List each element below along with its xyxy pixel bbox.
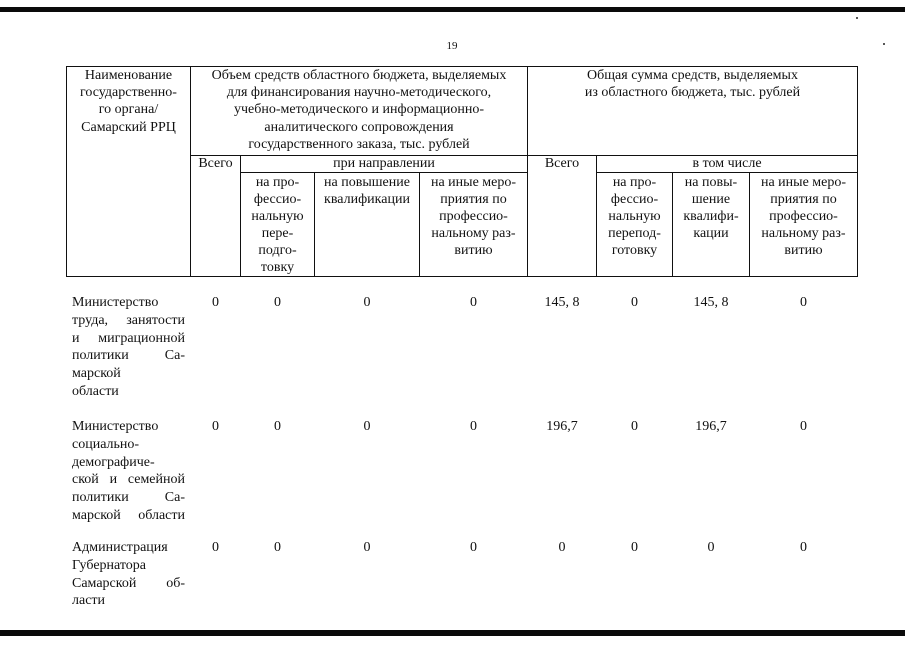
row-value-budget-retraining: 0 — [274, 295, 281, 310]
row-value-sum-retraining: 0 — [631, 295, 638, 310]
header-line: на иные меро- — [760, 175, 847, 190]
header-line: квалификации — [324, 192, 410, 207]
header-line: государственно- — [80, 85, 177, 101]
organ-name-line: труда, занятости — [72, 312, 185, 328]
header-line: подго- — [258, 243, 297, 258]
header-line: нальному раз- — [431, 226, 516, 241]
row-value-sum-qualification: 196,7 — [695, 419, 727, 434]
organ-name-line: Губернатора — [72, 557, 147, 573]
table-row — [0, 418, 905, 528]
header-organ-name — [66, 66, 191, 277]
header-budget-by-direction: при направлении — [240, 155, 528, 173]
organ-name-line: политики Са- — [72, 348, 185, 364]
header-budget-volume — [190, 66, 528, 156]
page-number: 19 — [446, 40, 458, 52]
row-value-budget-qualification: 0 — [363, 540, 371, 555]
header-line: го органа/ — [98, 102, 159, 118]
header-line: нальную — [608, 209, 661, 224]
header-line: Общая сумма средств, выделяемых — [587, 68, 798, 83]
header-line: нальному раз- — [761, 226, 846, 241]
row-organ-name — [72, 418, 185, 525]
row-value-sum-other: 0 — [800, 419, 807, 434]
header-line: товку — [260, 260, 295, 275]
header-line: на про- — [612, 175, 657, 190]
row-value-budget-other: 0 — [470, 419, 477, 434]
header-line: из областного бюджета, тыс. рублей — [584, 85, 801, 101]
organ-name-line: марской — [72, 366, 121, 382]
scan-speck — [883, 43, 885, 45]
organ-name-line: Министерство — [72, 295, 159, 310]
row-value-budget-retraining: 0 — [274, 419, 281, 434]
header-line: учебно-методического и информационно- — [234, 102, 484, 118]
header-line: перепод- — [608, 226, 661, 241]
header-line: фессио- — [610, 192, 659, 207]
header-line: профессио- — [439, 209, 508, 224]
header-budget-qualification — [314, 172, 420, 277]
row-value-budget-other: 0 — [470, 540, 477, 555]
row-value-sum-total: 0 — [558, 540, 566, 555]
header-line: приятия по — [770, 192, 837, 207]
row-value-sum-qualification: 145, 8 — [693, 295, 729, 310]
row-value-budget-retraining: 0 — [274, 540, 281, 555]
header-line: аналитического сопровождения — [264, 119, 454, 135]
row-organ-name — [72, 539, 185, 610]
row-value-budget-qualification: 0 — [363, 419, 371, 434]
header-budget-total: Всего — [190, 155, 241, 277]
header-line: профессио- — [769, 209, 838, 224]
table-row — [0, 539, 905, 649]
row-value-sum-retraining: 0 — [631, 540, 638, 555]
header-line: нальную — [251, 209, 304, 224]
header-line: готовку — [611, 243, 658, 258]
header-line: витию — [454, 243, 493, 258]
table-row — [0, 294, 905, 404]
header-sum-total: Всего — [527, 155, 597, 277]
row-value-budget-total: 0 — [212, 295, 219, 310]
row-value-sum-retraining: 0 — [631, 419, 638, 434]
header-line: пере- — [261, 226, 294, 241]
row-value-sum-other: 0 — [800, 540, 807, 555]
organ-name-line: марской области — [72, 507, 185, 523]
row-value-sum-qualification: 0 — [707, 540, 715, 555]
scan-edge-top — [0, 7, 905, 12]
header-sum-including: в том числе — [596, 155, 858, 173]
header-budget-other — [419, 172, 528, 277]
header-line: на повышение — [324, 175, 410, 190]
header-line: Самарский РРЦ — [81, 119, 176, 135]
header-line: приятия по — [440, 192, 507, 207]
row-value-budget-qualification: 0 — [363, 295, 371, 310]
header-sum-other — [749, 172, 858, 277]
header-sum-retraining — [596, 172, 673, 277]
row-value-sum-other: 0 — [800, 295, 807, 310]
organ-name-line: и миграционной — [72, 330, 185, 346]
header-line: на повы- — [684, 175, 738, 190]
organ-name-line: области — [72, 383, 119, 399]
header-line: на про- — [255, 175, 300, 190]
header-budget-retraining — [240, 172, 315, 277]
organ-name-line: социально- — [72, 436, 140, 452]
organ-name-line: политики Са- — [72, 490, 185, 506]
organ-name-line: ласти — [72, 593, 106, 609]
organ-name-line: Администрация — [72, 540, 168, 555]
header-line: государственного заказа, тыс. рублей — [248, 136, 470, 152]
header-line: на иные меро- — [430, 175, 517, 190]
header-line: витию — [784, 243, 823, 258]
scan-speck — [856, 17, 858, 19]
row-organ-name — [72, 294, 185, 401]
header-line: Объем средств областного бюджета, выделяемых — [211, 68, 507, 83]
header-line: для финансирования научно-методического, — [226, 85, 492, 101]
row-value-budget-total: 0 — [212, 419, 219, 434]
organ-name-line: демографиче- — [72, 454, 155, 470]
row-value-budget-total: 0 — [212, 540, 219, 555]
header-line: шение — [691, 192, 731, 207]
row-value-sum-total: 196,7 — [546, 419, 578, 434]
row-value-sum-total: 145, 8 — [544, 295, 580, 310]
header-sum-qualification — [672, 172, 750, 277]
header-line: фессио- — [253, 192, 302, 207]
organ-name-line: Министерство — [72, 419, 159, 434]
organ-name-line: ской и семейной — [72, 472, 185, 488]
header-line: Наименование — [84, 68, 173, 83]
header-line: кации — [693, 226, 729, 241]
organ-name-line: Самарской об- — [72, 575, 185, 591]
header-total-sum — [527, 66, 858, 156]
header-line: квалифи- — [683, 209, 739, 224]
row-value-budget-other: 0 — [470, 295, 477, 310]
